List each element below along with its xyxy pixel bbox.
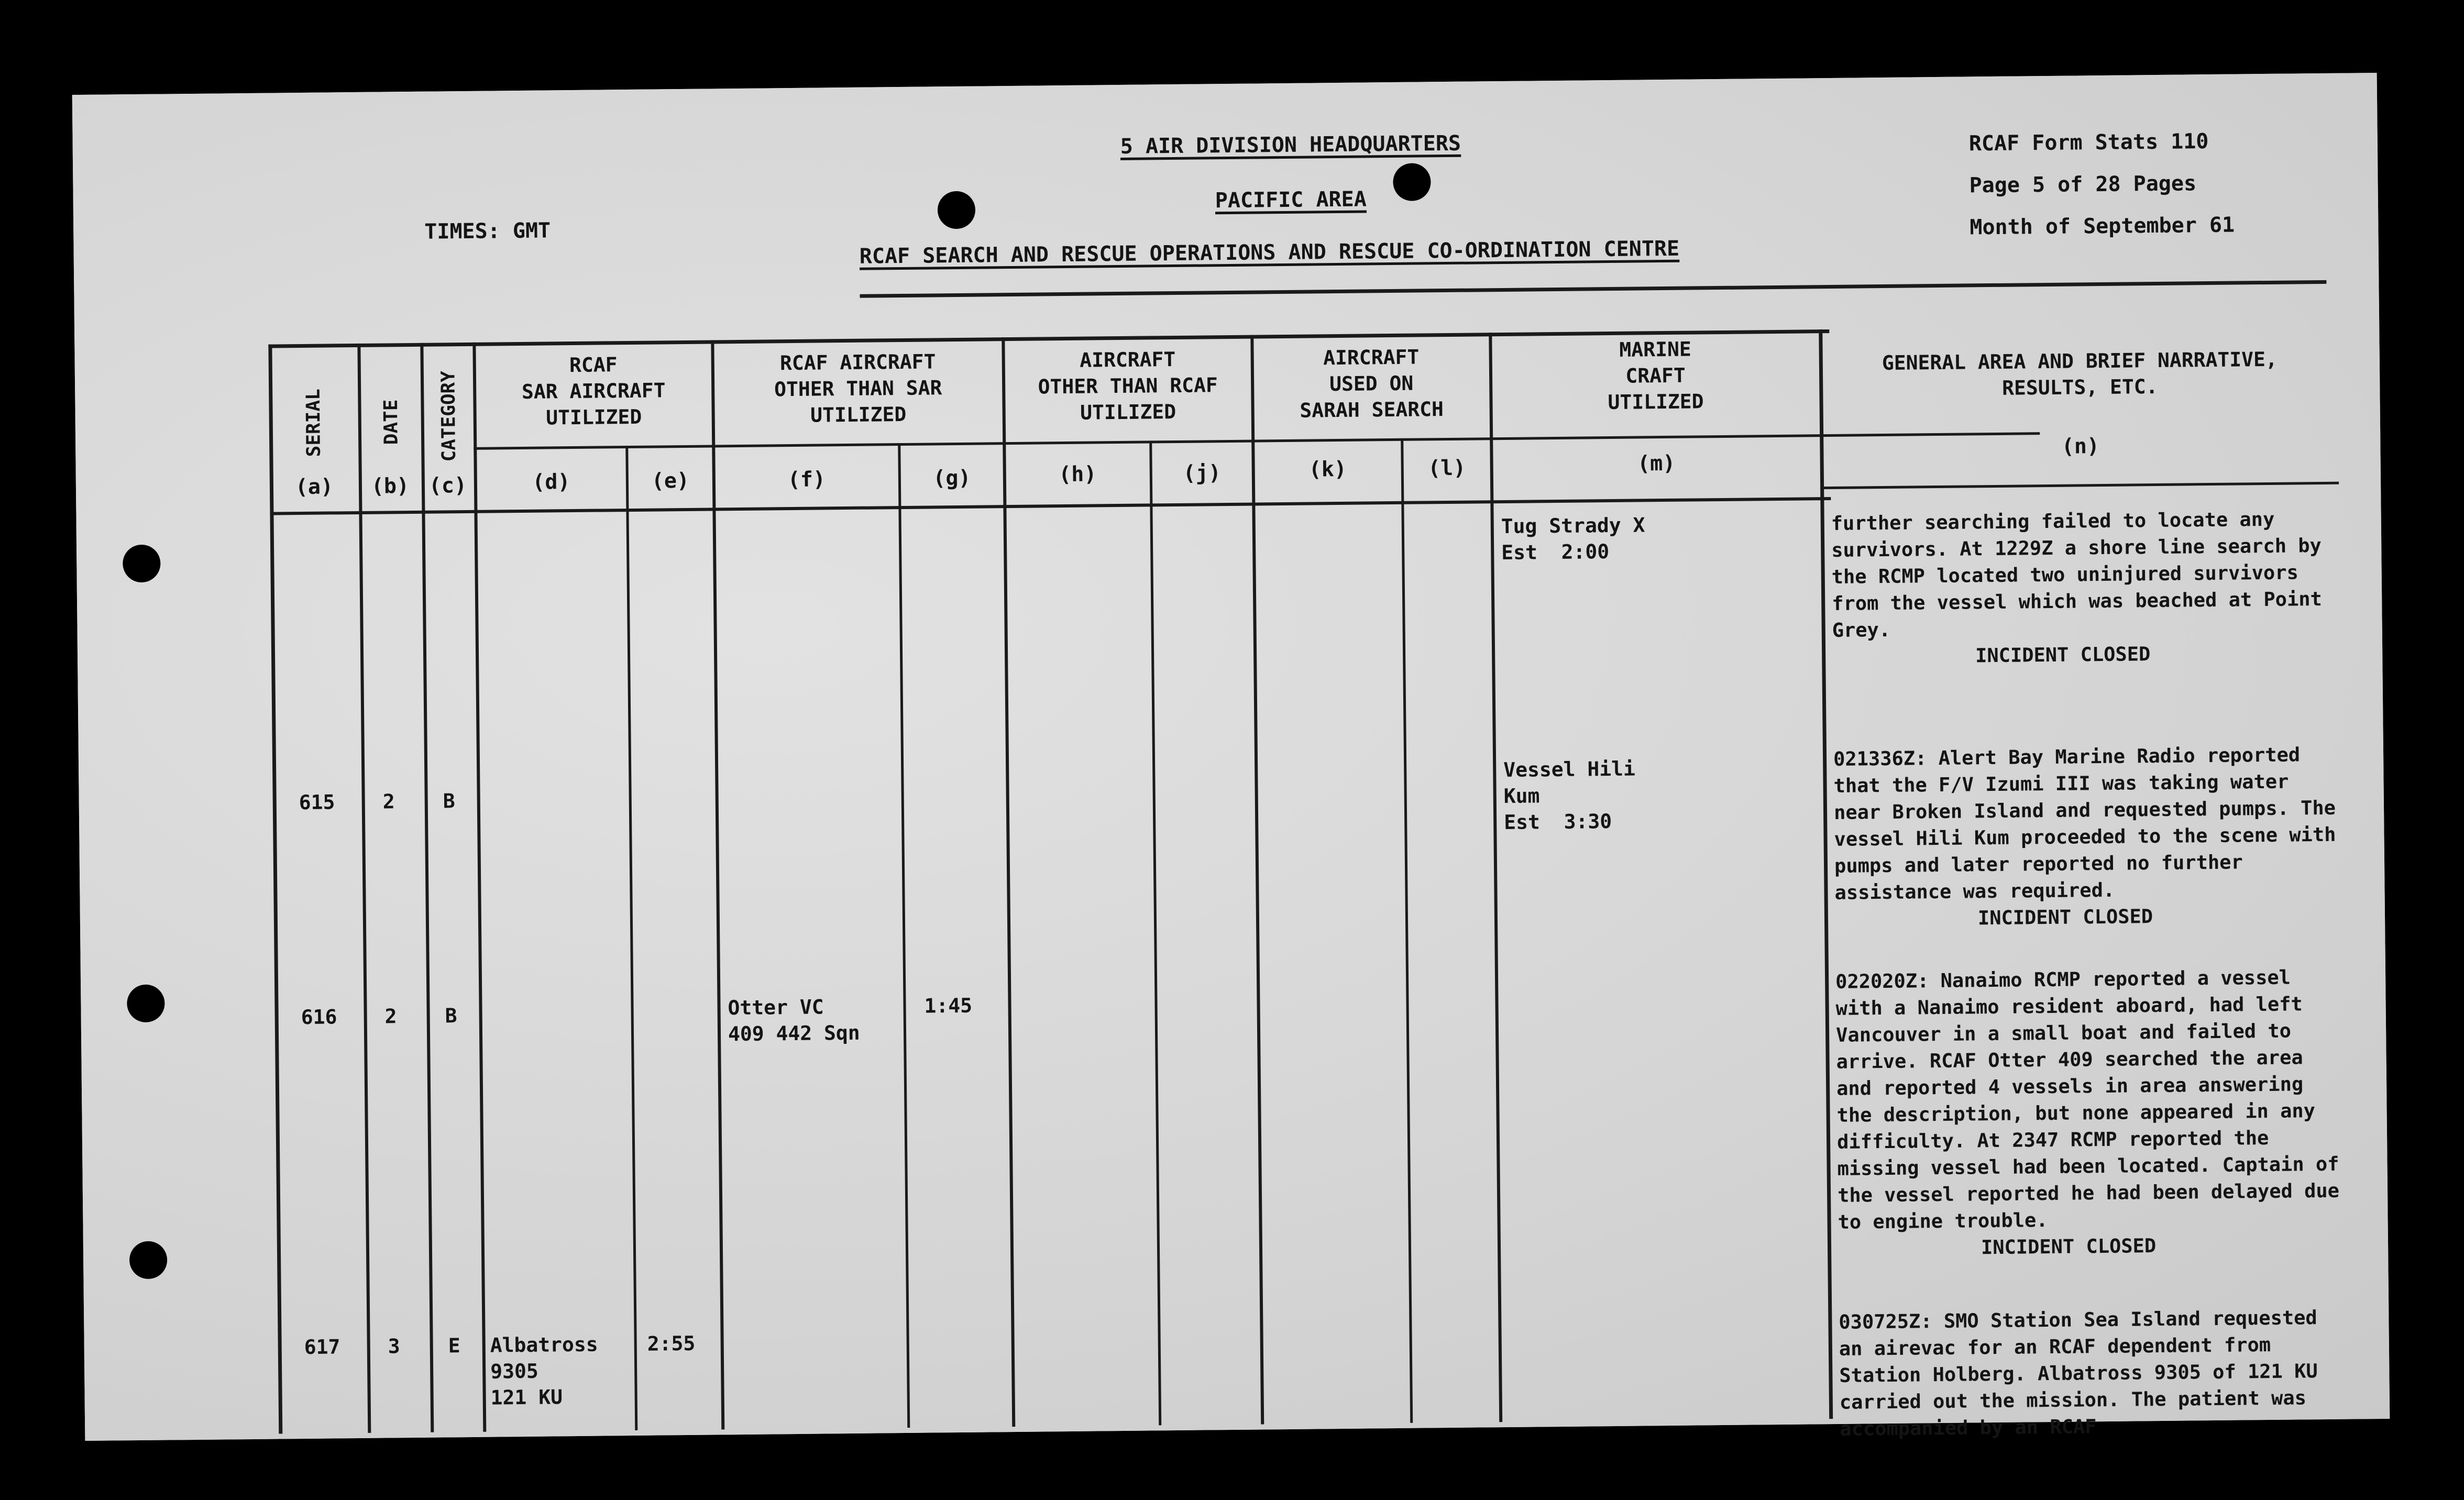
serial-cell: 615 <box>299 790 335 814</box>
narrative-cell <box>1833 741 2338 933</box>
narrative-cell <box>1831 505 2336 670</box>
column-rule <box>1250 335 1264 1425</box>
times-label: TIMES: GMT <box>424 218 551 244</box>
date-cell: 3 <box>388 1334 400 1358</box>
header-rule <box>860 280 2326 298</box>
category-cell: B <box>445 1004 457 1028</box>
column-letter: (j) <box>1183 461 1222 486</box>
punch-hole <box>938 191 976 229</box>
serial-header: SERIAL <box>302 389 325 457</box>
marine-header: MARINE CRAFT UTILIZED <box>1608 337 1704 414</box>
incident-closed-label: INCIDENT CLOSED <box>1981 1234 2157 1259</box>
narrative-cell <box>1839 1304 2342 1442</box>
punch-hole <box>1393 163 1431 201</box>
header-mid-rule <box>474 432 2040 450</box>
column-rule <box>898 443 910 1428</box>
other-aircraft-cell: Otter VC 409 442 Sqn <box>728 995 860 1046</box>
narrative-header: GENERAL AREA AND BRIEF NARRATIVE, RESULTS, ETC. <box>1882 347 2278 400</box>
category-header: CATEGORY <box>437 370 460 462</box>
column-letter: (d) <box>532 470 570 494</box>
operations-table <box>268 325 2348 1440</box>
page-number: Page 5 of 28 Pages <box>1969 171 2197 198</box>
column-letter: (m) <box>1637 451 1676 476</box>
punch-hole <box>127 985 165 1023</box>
date-cell: 2 <box>384 1005 397 1028</box>
column-letter: (f) <box>787 467 826 492</box>
marine-craft-cell: Vessel Hili Kum Est 3:30 <box>1503 757 1636 834</box>
incident-closed-label: INCIDENT CLOSED <box>1977 905 2153 930</box>
column-letter: (c) <box>428 473 467 498</box>
serial-cell: 616 <box>301 1005 337 1029</box>
column-letter: (l) <box>1427 456 1466 481</box>
report-month: Month of September 61 <box>1970 213 2235 240</box>
sar-aircraft-cell: Albatross 9305 121 KU <box>490 1332 598 1409</box>
serial-cell: 617 <box>304 1335 340 1359</box>
column-rule <box>357 344 371 1433</box>
column-letter: (g) <box>933 466 971 491</box>
document-page <box>72 73 2390 1441</box>
column-rule <box>711 340 724 1429</box>
form-number: RCAF Form Stats 110 <box>1968 129 2209 156</box>
punch-hole <box>123 545 161 583</box>
other-rcaf-header: AIRCRAFT OTHER THAN RCAF UTILIZED <box>1038 347 1218 424</box>
narrative-text: 022020Z: Nanaimo RCMP reported a vessel with a Nanaimo resident aboard, had left Vancouver in a small boat and failed to arrive. RCAF Otter 409 searched the area and reported 4 vessels in area answering the description, but none appeared in any difficulty. At 2347 RCMP reported the missing vessel had been located. Captain of the vessel reported he had been delayed due to engine trouble. <box>1835 966 2340 1233</box>
narrative-text: further searching failed to locate any survivors. At 1229Z a shore line search by the RCMP located two uninjured survivors from the vessel which was beached at Point Grey. <box>1831 508 2323 642</box>
column-letter: (e) <box>651 468 690 493</box>
other-sar-header: RCAF AIRCRAFT OTHER THAN SAR UTILIZED <box>774 350 942 427</box>
column-letter: (a) <box>295 475 334 500</box>
incident-closed-label: INCIDENT CLOSED <box>1975 643 2151 667</box>
column-rule <box>625 446 637 1430</box>
column-letter: (b) <box>371 474 410 499</box>
other-aircraft-time-cell: 1:45 <box>924 994 973 1018</box>
column-letter: (k) <box>1308 457 1347 482</box>
date-cell: 2 <box>382 790 395 813</box>
column-rule <box>268 345 282 1434</box>
column-rule <box>472 343 486 1432</box>
narrative-text: 021336Z: Alert Bay Marine Radio reported that the F/V Izumi III was taking water near Broken Island and requested pumps. The vessel Hili Kum proceeded to the scene with pumps and later reported no further assistance was required. <box>1833 743 2336 904</box>
column-rule <box>1401 438 1413 1423</box>
punch-hole <box>129 1241 168 1280</box>
category-cell: E <box>448 1334 460 1358</box>
marine-craft-cell: Tug Strady X Est 2:00 <box>1501 513 1645 565</box>
sarah-header: AIRCRAFT USED ON SARAH SEARCH <box>1300 345 1444 422</box>
sar-aircraft-header: RCAF SAR AIRCRAFT UTILIZED <box>521 353 666 429</box>
column-letter: (h) <box>1058 462 1097 487</box>
sar-time-cell: 2:55 <box>647 1331 696 1355</box>
date-header: DATE <box>380 399 402 445</box>
narrative-text: 030725Z: SMO Station Sea Island requested an airevac for an RCAF dependent from Station Holberg. Albatross 9305 of 121 KU carried out the mission. The patient was accompanied by an RCAF <box>1839 1306 2318 1440</box>
column-rule <box>1002 337 1015 1427</box>
header-area: PACIFIC AREA <box>1215 187 1367 213</box>
column-letter: (n) <box>2061 434 2100 459</box>
column-rule <box>420 343 434 1432</box>
narrative-cell <box>1835 964 2341 1262</box>
header-title: 5 AIR DIVISION HEADQUARTERS <box>1120 131 1461 159</box>
header-subtitle: RCAF SEARCH AND RESCUE OPERATIONS AND RESCUE CO-ORDINATION CENTRE <box>859 236 1680 269</box>
column-rule <box>1149 440 1161 1425</box>
category-cell: B <box>443 789 455 813</box>
column-rule <box>1489 333 1502 1422</box>
header-bottom-rule <box>1820 482 2339 490</box>
